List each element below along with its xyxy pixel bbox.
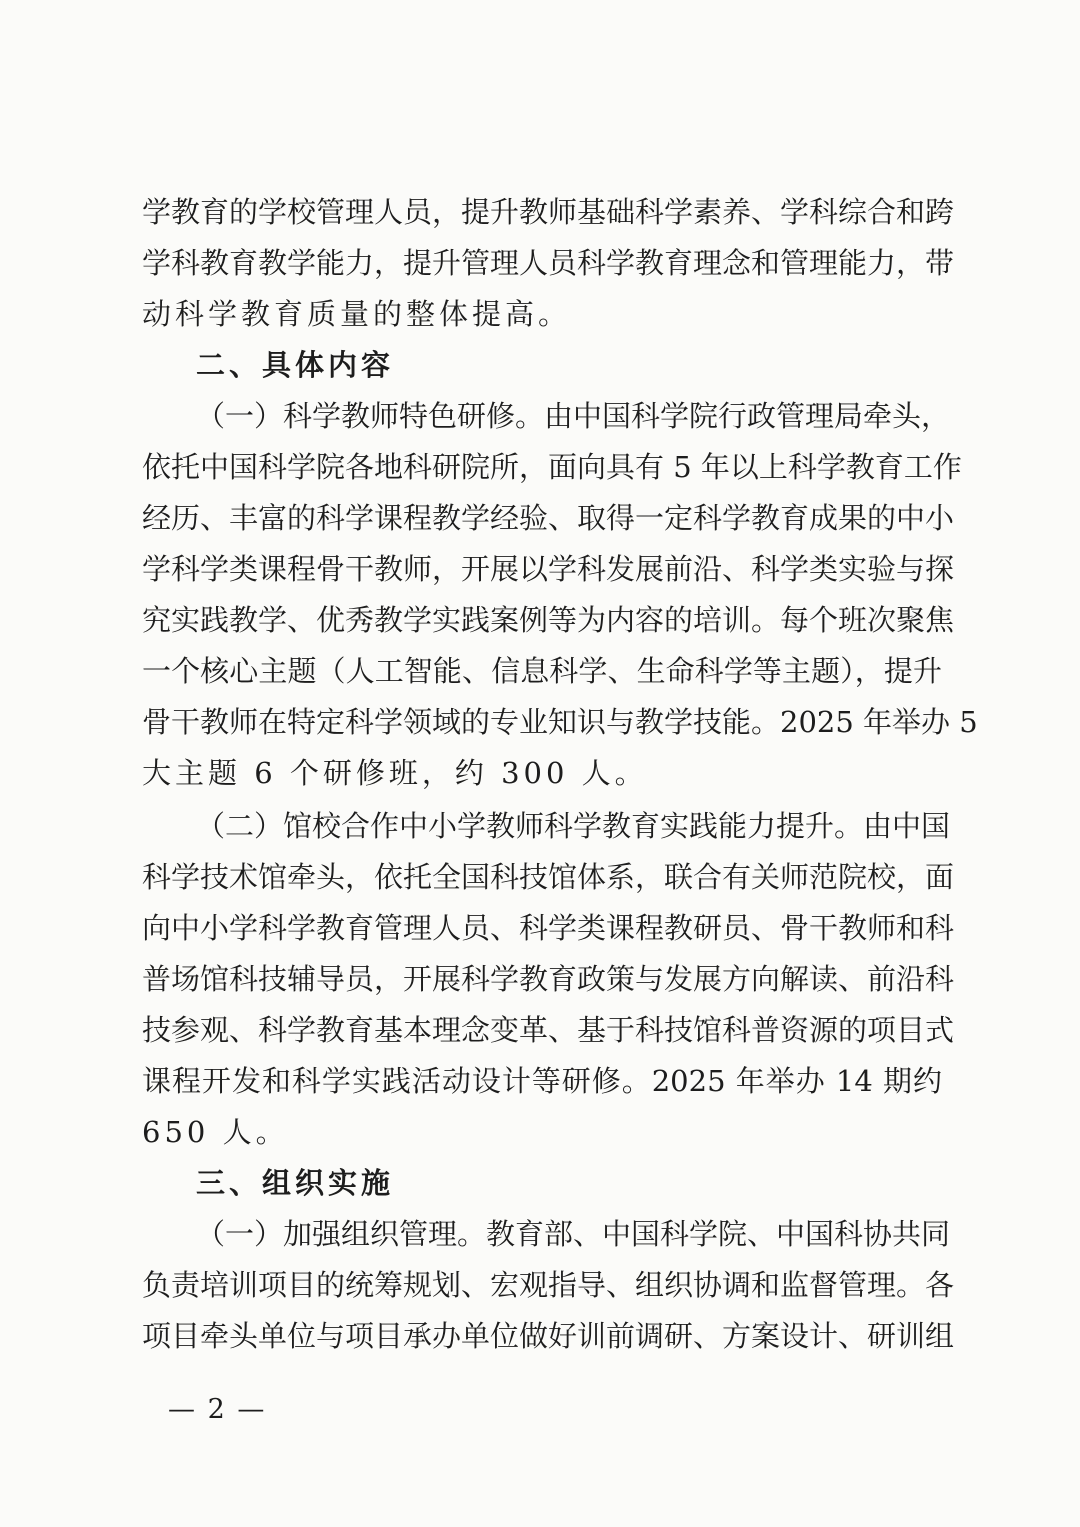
- paragraph-intro-line-2: 学科教育教学能力，提升管理人员科学教育理念和管理能力，带: [142, 246, 955, 280]
- paragraph-2-2-line-5: 技参观、科学教育基本理念变革、基于科技馆科普资源的项目式: [142, 1013, 955, 1047]
- paragraph-2-2-line-6: 课程开发和科学实践活动设计等研修。2025 年举办 14 期约: [142, 1064, 942, 1098]
- paragraph-3-1-line-2: 负责培训项目的统筹规划、宏观指导、组织协调和监督管理。各: [142, 1268, 955, 1302]
- paragraph-2-1-line-1: （一）科学教师特色研修。由中国科学院行政管理局牵头，: [196, 399, 951, 433]
- paragraph-3-1-line-1: （一）加强组织管理。教育部、中国科学院、中国科协共同: [196, 1217, 951, 1251]
- page-number: — 2 —: [168, 1394, 267, 1425]
- paragraph-3-1-line-3: 项目牵头单位与项目承办单位做好训前调研、方案设计、研训组: [142, 1319, 955, 1353]
- paragraph-2-2-line-7: 650 人。: [142, 1115, 289, 1149]
- paragraph-2-2-line-3: 向中小学科学教育管理人员、科学类课程教研员、骨干教师和科: [142, 911, 955, 945]
- paragraph-2-1-line-2: 依托中国科学院各地科研院所，面向具有 5 年以上科学教育工作: [142, 450, 962, 484]
- section-heading-3: 三、组织实施: [196, 1166, 395, 1200]
- paragraph-2-1-line-8: 大主题 6 个研修班，约 300 人。: [142, 756, 648, 790]
- paragraph-2-1-line-7: 骨干教师在特定科学领域的专业知识与教学技能。2025 年举办 5: [142, 705, 978, 739]
- paragraph-intro-line-1: 学教育的学校管理人员，提升教师基础科学素养、学科综合和跨: [142, 195, 955, 229]
- paragraph-intro-line-3: 动科学教育质量的整体提高。: [142, 297, 572, 331]
- paragraph-2-2-line-1: （二）馆校合作中小学教师科学教育实践能力提升。由中国: [196, 809, 951, 843]
- paragraph-2-2-line-4: 普场馆科技辅导员，开展科学教育政策与发展方向解读、前沿科: [142, 962, 955, 996]
- paragraph-2-2-line-2: 科学技术馆牵头，依托全国科技馆体系，联合有关师范院校，面: [142, 860, 955, 894]
- paragraph-2-1-line-3: 经历、丰富的科学课程教学经验、取得一定科学教育成果的中小: [142, 501, 955, 535]
- paragraph-2-1-line-4: 学科学类课程骨干教师，开展以学科发展前沿、科学类实验与探: [142, 552, 955, 586]
- paragraph-2-1-line-5: 究实践教学、优秀教学实践案例等为内容的培训。每个班次聚焦: [142, 603, 955, 637]
- section-heading-2: 二、具体内容: [196, 348, 395, 382]
- paragraph-2-1-line-6: 一个核心主题（人工智能、信息科学、生命科学等主题），提升: [142, 654, 942, 688]
